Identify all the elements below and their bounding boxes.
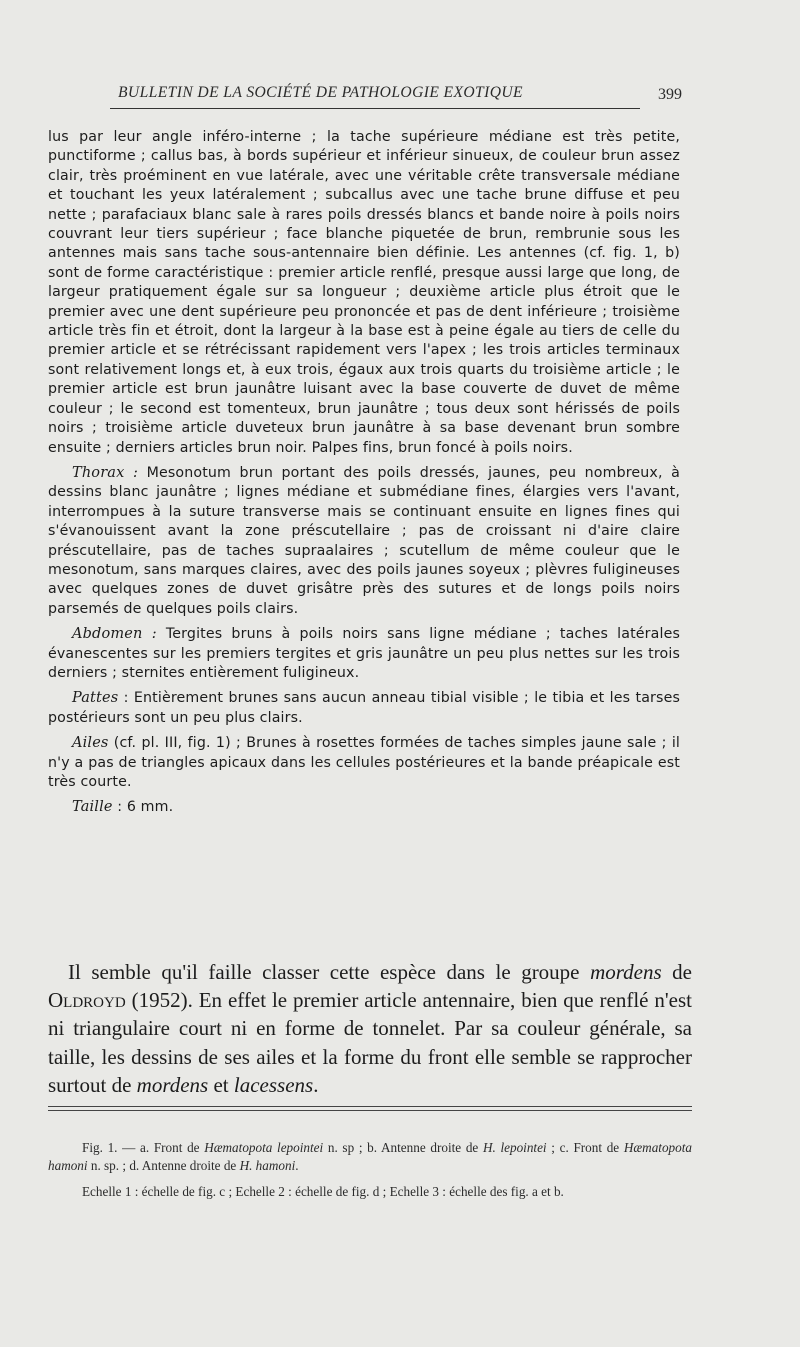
discussion-body [48, 958, 692, 1099]
ailes-label: Ailes [72, 735, 109, 752]
discussion-text-3: (1952). En effet le premier article antennaire, bien que renflé n'est ni triangulaire court ni en forme de tonnelet. Par sa couleur générale, sa taille, les dessins de ses ailes et la forme du front elle semble se rapprocher surtout de [48, 988, 692, 1097]
thorax-label: Thorax : [72, 464, 139, 481]
legend-text-end: . [295, 1157, 299, 1173]
thorax-text: Mesonotum brun portant des poils dressés, jaunes, peu nombreux, à dessins blanc jaunâtre ; lignes médiane et submédiane fines, élargies vers l'avant, interrompues à la suture transverse mais se continuant ensuite en lignes fines qui s'évanouissent avant la zone préscutellaire ; pas de croissant ni d'aire claire préscutellaire, pas de taches supraalaires ; scutellum de même couleur que le mesonotum, sans marques claires, avec des poils jaunes soyeux ; plèvres fuligineuses avec quelques zones de duvet grisâtre près des sutures et de longs poils noirs parsemés de quelques poils clairs. [48, 464, 680, 617]
discussion-text-5: . [313, 1072, 319, 1097]
species-mordens: mordens [136, 1072, 209, 1097]
footnote-rules [48, 1106, 692, 1114]
discussion-text-4: et [208, 1072, 234, 1097]
page-header [110, 84, 682, 114]
figure-caption [48, 1139, 692, 1210]
legend-text-a: Fig. 1. — a. Front de [82, 1140, 205, 1155]
species-name-2: H. lepointei [482, 1140, 547, 1155]
species-name-3: Hæmatopota hamoni [48, 1140, 692, 1173]
taille-label: Taille [72, 799, 113, 816]
discussion-text-2: de [661, 960, 692, 984]
footnote-rule-top [48, 1106, 692, 1107]
legend-text-b: n. sp ; b. Antenne droite de [323, 1140, 483, 1155]
abdomen-text: Tergites bruns à poils noirs sans ligne médiane ; taches latérales évanescentes sur les premiers tergites et gris jaunâtre un peu plus nettes sur les trois derniers ; sternites entièrement fuligineux. [48, 626, 680, 681]
header-rule [110, 108, 640, 109]
ailes-paragraph [48, 734, 680, 792]
discussion-text-1: Il semble qu'il faille classer cette espèce dans le groupe [68, 960, 591, 984]
pattes-label: Pattes [72, 690, 119, 707]
pattes-text: : Entièrement brunes sans aucun anneau tibial visible ; le tibia et les tarses postérieurs sont un peu plus clairs. [48, 690, 680, 726]
description-body [48, 128, 680, 818]
page-number: 399 [658, 86, 682, 103]
author-oldroyd: Oldroyd [48, 988, 126, 1013]
ailes-text: (cf. pl. III, fig. 1) ; Brunes à rosettes formées de taches simples jaune sale ; il n'y a pas de triangles apicaux dans les cellules postérieures et la bande préapicale est très courte. [48, 735, 680, 790]
pattes-paragraph [48, 689, 680, 728]
running-title: BULLETIN DE LA SOCIÉTÉ DE PATHOLOGIE EXOTIQUE [118, 84, 523, 101]
head-description-paragraph: lus par leur angle inféro-interne ; la tache supérieure médiane est très petite, punctiforme ; callus bas, à bords supérieur et inférieur sinueux, de couleur brun assez clair, très proéminent en vue latérale, avec une véritable crête transversale médiane et touchant les yeux latéralement ; subcallus avec une tache brune diffuse et peu nette ; parafaciaux blanc sale à rares poils dressés blancs et bande noire à poils noirs couvrant leur tiers supérieur ; face blanche piquetée de brun, rembrunie sous les antennes mais sans tache sous-antennaire bien définie. Les antennes (cf. fig. 1, b) sont de forme caractéristique : premier article renflé, presque aussi large que long, de largeur pratiquement égale sur sa longueur ; deuxième article plus étroit que le premier avec une dent supérieure peu prononcée et pas de dent inférieure ; troisième article très fin et étroit, dont la largeur à la base est à peine égale au tiers de celle du premier article et se rétrécissant rapidement vers l'apex ; les trois articles terminaux sont relativement longs et, à eux trois, égaux aux trois quarts du troisième article ; le premier article est brun jaunâtre luisant avec la base couverte de duvet de même couleur ; le second est tomenteux, brun jaunâtre ; tous deux sont hérissés de poils noirs ; troisième article duveteux brun jaunâtre à sa base devenant brun sombre ensuite ; derniers articles brun noir. Palpes fins, brun foncé à poils noirs. [48, 129, 680, 456]
discussion-paragraph [48, 958, 692, 1099]
legend-text-c: ; c. Front de [546, 1140, 624, 1155]
scale-legend: Echelle 1 : échelle de fig. c ; Echelle 2 : échelle de fig. d ; Echelle 3 : échelle des fig. a et b. [82, 1184, 564, 1200]
figure-legend [48, 1139, 692, 1174]
legend-text-d: n. sp. ; d. Antenne droite de [87, 1157, 240, 1173]
abdomen-label: Abdomen : [72, 626, 157, 643]
taille-text: : 6 mm. [112, 799, 174, 816]
taille-paragraph [48, 798, 680, 817]
species-name-4: H. hamoni [239, 1157, 296, 1173]
abdomen-paragraph [48, 625, 680, 683]
thorax-paragraph [48, 464, 680, 619]
species-group-mordens: mordens [590, 960, 662, 984]
species-name-1: Hæmatopota lepointei [204, 1140, 324, 1155]
species-lacessens: lacessens [233, 1072, 314, 1097]
footnote-rule-bottom [48, 1110, 692, 1111]
